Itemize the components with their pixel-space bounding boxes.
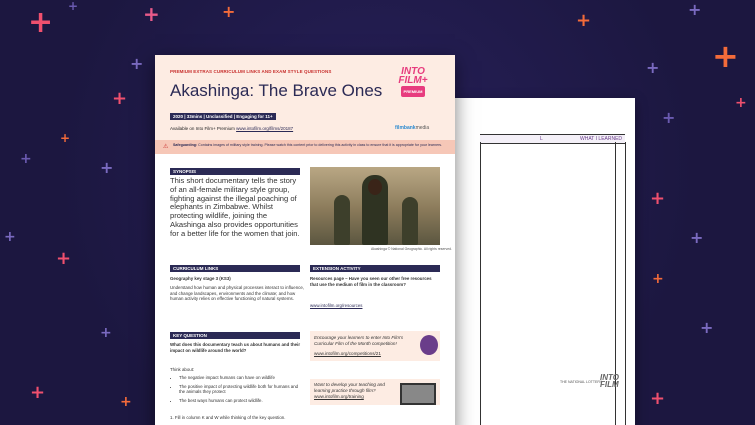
laptop-icon bbox=[400, 383, 436, 405]
extension-heading: EXTENSION ACTIVITY bbox=[310, 265, 440, 272]
plus-icon: + bbox=[650, 188, 666, 209]
into-film-footer-logo bbox=[600, 374, 619, 388]
key-question-heading: KEY QUESTION bbox=[170, 332, 300, 339]
worksheet-header bbox=[155, 55, 455, 153]
partner-suffix: media bbox=[415, 125, 430, 131]
column-l-label: L bbox=[540, 136, 543, 142]
step-1: 1. Fill in column K and W while thinking of the key question. bbox=[170, 415, 286, 420]
extension-body: Resources page – Have you seen our other free resources that use the medium of film in the classroom? bbox=[310, 276, 432, 287]
availability-text: Available on Into Film+ Premium bbox=[170, 126, 235, 131]
film-still-image bbox=[310, 167, 440, 245]
plus-icon: + bbox=[688, 0, 702, 19]
training-promo bbox=[310, 379, 440, 405]
resources-link[interactable]: www.intofilm.org/resources bbox=[310, 303, 363, 308]
into-film-logo bbox=[393, 67, 433, 97]
plus-icon: + bbox=[690, 228, 704, 247]
footer-logo-line1: INTO bbox=[600, 373, 619, 382]
list-item: • The positive impact of protecting wildlife both for humans and the animals they protect bbox=[179, 384, 305, 395]
plus-icon: + bbox=[56, 248, 72, 269]
synopsis-body: This short documentary tells the story of an all-female military style group, fighting against the illegal poaching of elephants in Zimbabwe. Whilst protecting wildlife, joining the Akashinga also provides opportunities for a better life for the women that join. bbox=[170, 176, 300, 238]
photo-credit: Akashinga © National Geographic. All rights reserved. bbox=[371, 247, 452, 251]
table-divider bbox=[480, 142, 481, 425]
footer-logo-line2: FILM bbox=[600, 380, 619, 389]
safeguarding-body: Contains images of military style training. Please watch this content prior to delivering this activity in class to ensure that it is appropriate for your learners. bbox=[198, 143, 443, 147]
plus-icon: + bbox=[712, 37, 739, 75]
plus-icon: + bbox=[68, 0, 79, 13]
competition-promo bbox=[310, 331, 440, 361]
list-item: • The negative impact humans can have on wildlife bbox=[179, 375, 305, 381]
curriculum-subject: Geography key stage 3 (KS3) bbox=[170, 276, 231, 281]
safeguarding-text bbox=[173, 143, 443, 147]
plus-icon: + bbox=[646, 58, 660, 77]
filmbank-logo bbox=[395, 125, 429, 131]
eyebrow-label: PREMIUM EXTRAS CURRICULUM LINKS AND EXAM STYLE QUESTIONS bbox=[170, 69, 332, 74]
plus-icon: + bbox=[20, 151, 32, 167]
film-link[interactable]: www.intofilm.org/films/20187 bbox=[236, 126, 294, 131]
table-header bbox=[480, 134, 625, 144]
award-seal-icon bbox=[420, 335, 438, 355]
plus-icon: + bbox=[735, 95, 747, 111]
safeguarding-label: Safeguarding: bbox=[173, 143, 198, 147]
competition-text: Encourage your learners to enter Into Film's Curricular Film of the Month competition! bbox=[314, 335, 404, 346]
plus-icon: + bbox=[650, 388, 666, 409]
plus-icon: + bbox=[100, 158, 114, 177]
synopsis-heading: SYNOPSIS bbox=[170, 168, 300, 175]
logo-line2: FILM+ bbox=[398, 75, 428, 86]
availability bbox=[170, 126, 293, 131]
worksheet-front-page bbox=[155, 55, 455, 425]
competition-link[interactable]: www.intofilm.org/competitions/21 bbox=[314, 351, 381, 356]
film-meta: 2020 | 33mins | Unclassified | Engaging for 11+ bbox=[170, 113, 276, 120]
plus-icon: + bbox=[576, 10, 592, 31]
premium-badge: PREMIUM bbox=[401, 86, 426, 97]
list-item: • The best ways humans can protect wildlife. bbox=[179, 398, 305, 404]
think-about-list bbox=[170, 375, 305, 403]
key-question: What does this documentary teach us about humans and their impact on wildlife around the world? bbox=[170, 342, 301, 353]
lottery-logo: THE NATIONAL LOTTERY bbox=[560, 380, 603, 384]
plus-icon: + bbox=[100, 325, 112, 341]
safeguarding-banner bbox=[155, 140, 455, 154]
logo-line1: INTO bbox=[401, 66, 425, 77]
plus-icon: + bbox=[662, 108, 676, 127]
page-title: Akashinga: The Brave Ones bbox=[170, 81, 383, 100]
plus-icon: + bbox=[700, 318, 714, 337]
plus-icon: + bbox=[143, 2, 160, 26]
plus-icon: + bbox=[4, 229, 16, 245]
plus-icon: + bbox=[112, 88, 128, 109]
curriculum-heading: CURRICULUM LINKS bbox=[170, 265, 300, 272]
training-text: Want to develop your teaching and learning practice through film? bbox=[314, 382, 385, 393]
plus-icon: + bbox=[222, 2, 236, 21]
partner-name: filmbank bbox=[395, 125, 416, 131]
plus-icon: + bbox=[120, 394, 132, 410]
plus-icon: + bbox=[28, 5, 54, 40]
training-link[interactable]: www.intofilm.org/training bbox=[314, 394, 364, 399]
plus-icon: + bbox=[60, 131, 71, 145]
think-about-label: Think about: bbox=[170, 367, 195, 372]
curriculum-body: Understand how human and physical processes interact to influence, and change landscapes, environments and the climate; and how human activity relies on effective functioning of natural systems. bbox=[170, 285, 304, 302]
plus-icon: + bbox=[130, 54, 144, 73]
plus-icon: + bbox=[652, 271, 664, 287]
warning-icon: ⚠ bbox=[163, 144, 169, 150]
plus-icon: + bbox=[30, 382, 46, 403]
column-learned-label: WHAT I LEARNED bbox=[580, 136, 623, 142]
table-divider bbox=[625, 142, 626, 425]
